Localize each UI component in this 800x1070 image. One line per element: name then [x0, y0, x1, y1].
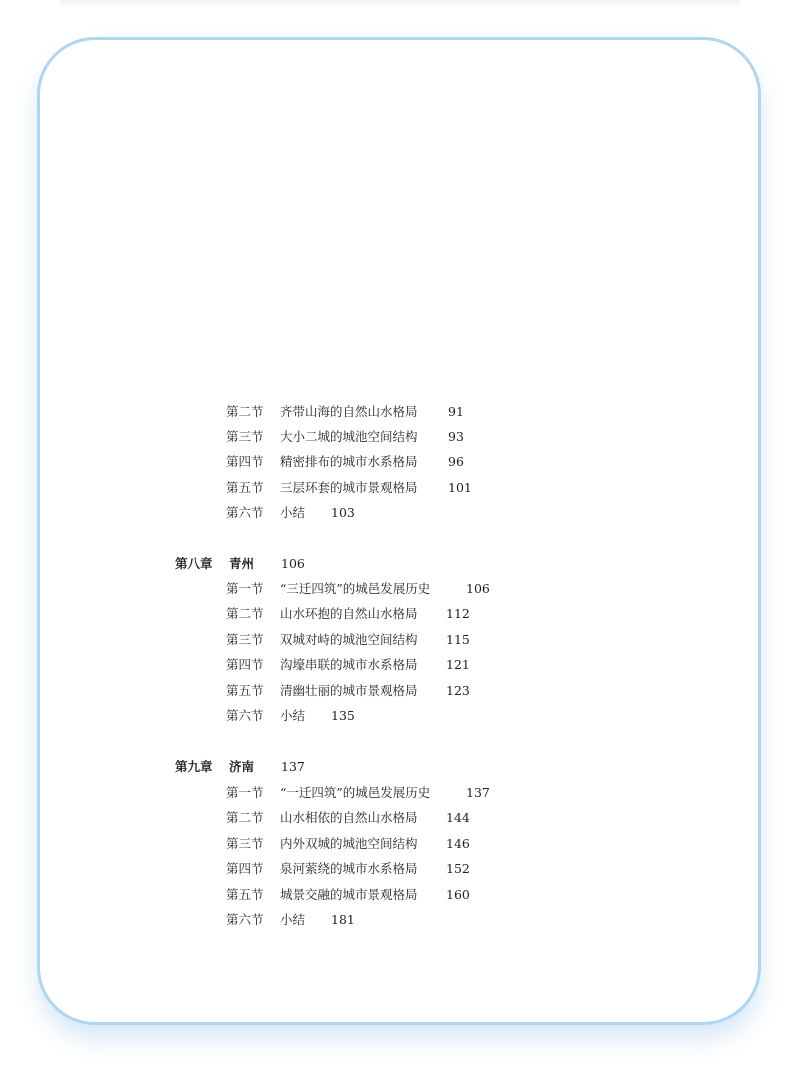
page-number: 152	[446, 861, 470, 876]
page-number: 123	[446, 683, 470, 698]
page-number: 112	[446, 606, 470, 621]
section-number: 第三节	[226, 632, 264, 647]
section-title: 齐带山海的自然山水格局	[280, 404, 418, 419]
toc-section-row	[226, 912, 355, 928]
section-title: 小结	[280, 912, 306, 927]
section-number: 第三节	[226, 836, 264, 851]
section-number: 第五节	[226, 887, 264, 902]
section-number: 第三节	[226, 429, 264, 444]
section-number: 第二节	[226, 404, 264, 419]
page-number: 146	[446, 836, 470, 851]
page-number: 96	[448, 454, 464, 469]
table-of-contents	[40, 40, 758, 1022]
toc-section-row	[226, 708, 355, 724]
section-number: 第二节	[226, 606, 264, 621]
toc-chapter-row	[175, 759, 305, 775]
toc-section-row	[226, 887, 470, 903]
toc-section-row	[226, 836, 470, 852]
toc-section-row	[226, 454, 464, 470]
page-number: 101	[448, 480, 472, 495]
page-number: 144	[446, 810, 470, 825]
page-number: 93	[448, 429, 464, 444]
section-title: 泉河萦绕的城市水系格局	[280, 861, 418, 876]
page-number: 103	[331, 505, 355, 520]
page-number: 115	[446, 632, 470, 647]
section-title: 山水环抱的自然山水格局	[280, 606, 418, 621]
page-number: 137	[466, 785, 490, 800]
page-number: 181	[331, 912, 355, 927]
page-number: 160	[446, 887, 470, 902]
page-number: 106	[281, 556, 305, 571]
section-number: 第一节	[226, 581, 264, 596]
section-number: 第四节	[226, 861, 264, 876]
chapter-number: 第八章	[175, 556, 213, 571]
section-number: 第六节	[226, 912, 264, 927]
section-title: 沟壕串联的城市水系格局	[280, 657, 418, 672]
toc-chapter-row	[175, 556, 305, 572]
toc-section-row	[226, 429, 464, 445]
section-title: “一迁四筑”的城邑发展历史	[280, 785, 431, 800]
section-number: 第一节	[226, 785, 264, 800]
section-number: 第四节	[226, 657, 264, 672]
section-number: 第二节	[226, 810, 264, 825]
page-number: 91	[448, 404, 464, 419]
section-number: 第四节	[226, 454, 264, 469]
page-number: 135	[331, 708, 355, 723]
page-card	[37, 37, 761, 1025]
toc-section-row	[226, 480, 472, 496]
chapter-title: 济南	[229, 759, 255, 774]
section-title: 大小二城的城池空间结构	[280, 429, 418, 444]
section-title: 小结	[280, 505, 306, 520]
toc-section-row	[226, 606, 470, 622]
toc-section-row	[226, 581, 490, 597]
toc-section-row	[226, 404, 464, 420]
toc-section-row	[226, 657, 470, 673]
section-title: 三层环套的城市景观格局	[280, 480, 418, 495]
toc-section-row	[226, 810, 470, 826]
section-title: 清幽壮丽的城市景观格局	[280, 683, 418, 698]
page-number: 137	[281, 759, 305, 774]
section-title: 精密排布的城市水系格局	[280, 454, 418, 469]
toc-section-row	[226, 785, 490, 801]
section-title: 城景交融的城市景观格局	[280, 887, 418, 902]
section-number: 第六节	[226, 708, 264, 723]
top-edge-shadow	[60, 0, 740, 8]
toc-section-row	[226, 683, 470, 699]
toc-section-row	[226, 632, 470, 648]
page-number: 106	[466, 581, 490, 596]
section-number: 第六节	[226, 505, 264, 520]
toc-section-row	[226, 505, 355, 521]
section-number: 第五节	[226, 480, 264, 495]
section-title: 山水相依的自然山水格局	[280, 810, 418, 825]
section-title: “三迁四筑”的城邑发展历史	[280, 581, 431, 596]
page-number: 121	[446, 657, 470, 672]
chapter-title: 青州	[229, 556, 255, 571]
section-title: 内外双城的城池空间结构	[280, 836, 418, 851]
section-title: 双城对峙的城池空间结构	[280, 632, 418, 647]
chapter-number: 第九章	[175, 759, 213, 774]
section-title: 小结	[280, 708, 306, 723]
section-number: 第五节	[226, 683, 264, 698]
toc-section-row	[226, 861, 470, 877]
